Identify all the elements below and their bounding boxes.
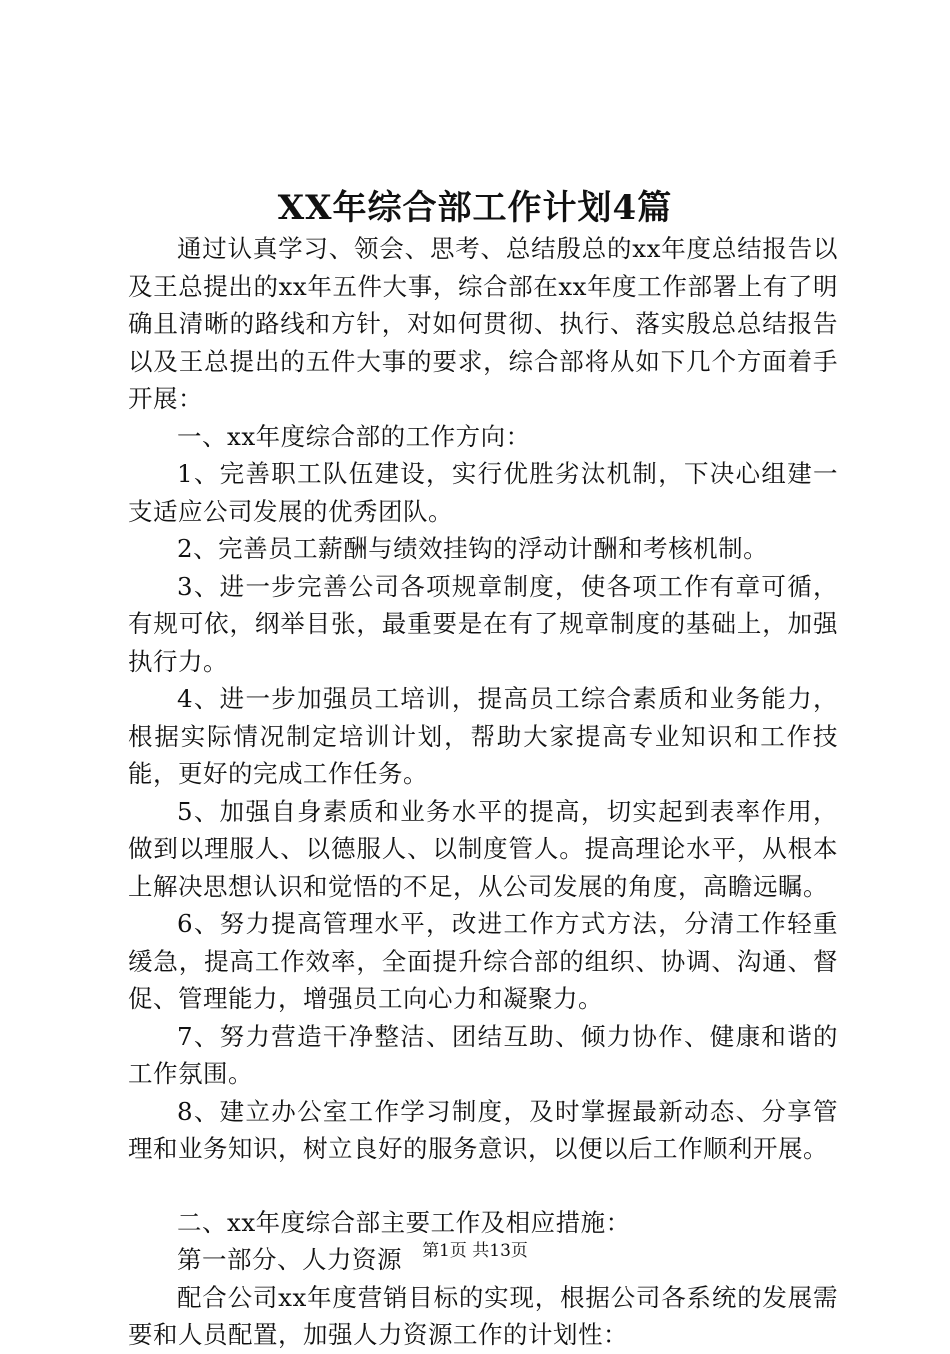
list-item-8: 8、建立办公室工作学习制度，及时掌握最新动态、分享管理和业务知识，树立良好的服务意识，以便以后工作顺利开展。 bbox=[128, 1096, 838, 1163]
section-heading-work-direction: 一、xx年度综合部的工作方向： bbox=[177, 421, 531, 451]
list-item-2: 2、完善员工薪酬与绩效挂钩的浮动计酬和考核机制。 bbox=[177, 534, 769, 563]
list-item-7: 7、努力营造干净整洁、团结互助、倾力协作、健康和谐的工作氛围。 bbox=[128, 1021, 838, 1088]
page-number-footer: 第1页 共13页 bbox=[422, 1241, 528, 1261]
document-body bbox=[128, 230, 838, 1354]
paragraph-spacer bbox=[128, 1168, 838, 1204]
document-title: XX年综合部工作计划4篇 bbox=[277, 188, 673, 228]
subsection-heading-hr: 第一部分、人力资源 bbox=[177, 1245, 402, 1274]
hr-paragraph: 配合公司xx年度营销目标的实现，根据公司各系统的发展需要和人员配置，加强人力资源工作的计划性： bbox=[128, 1282, 838, 1349]
list-item-1: 1、完善职工队伍建设，实行优胜劣汰机制，下决心组建一支适应公司发展的优秀团队。 bbox=[128, 459, 838, 526]
section-heading-main-work: 二、xx年度综合部主要工作及相应措施： bbox=[177, 1207, 631, 1237]
intro-paragraph: 通过认真学习、领会、思考、总结殷总的xx年度总结报告以及王总提出的xx年五件大事，综合部在xx年度工作部署上有了明确且清晰的路线和方针，对如何贯彻、执行、落实殷总总结报告以及王总提出的五件大事的要求，综合部将从如下几个方面着手开展： bbox=[128, 234, 838, 413]
list-item-3: 3、进一步完善公司各项规章制度，使各项工作有章可循，有规可依，纲举目张，最重要是在有了规章制度的基础上，加强执行力。 bbox=[128, 571, 838, 676]
list-item-6: 6、努力提高管理水平，改进工作方式方法，分清工作轻重缓急，提高工作效率，全面提升综合部的组织、协调、沟通、督促、管理能力，增强员工向心力和凝聚力。 bbox=[128, 909, 838, 1013]
list-item-4: 4、进一步加强员工培训，提高员工综合素质和业务能力，根据实际情况制定培训计划，帮助大家提高专业知识和工作技能，更好的完成工作任务。 bbox=[128, 684, 838, 788]
list-item-5: 5、加强自身素质和业务水平的提高，切实起到表率作用，做到以理服人、以德服人、以制度管人。提高理论水平，从根本上解决思想认识和觉悟的不足，从公司发展的角度，高瞻远瞩。 bbox=[128, 796, 838, 901]
